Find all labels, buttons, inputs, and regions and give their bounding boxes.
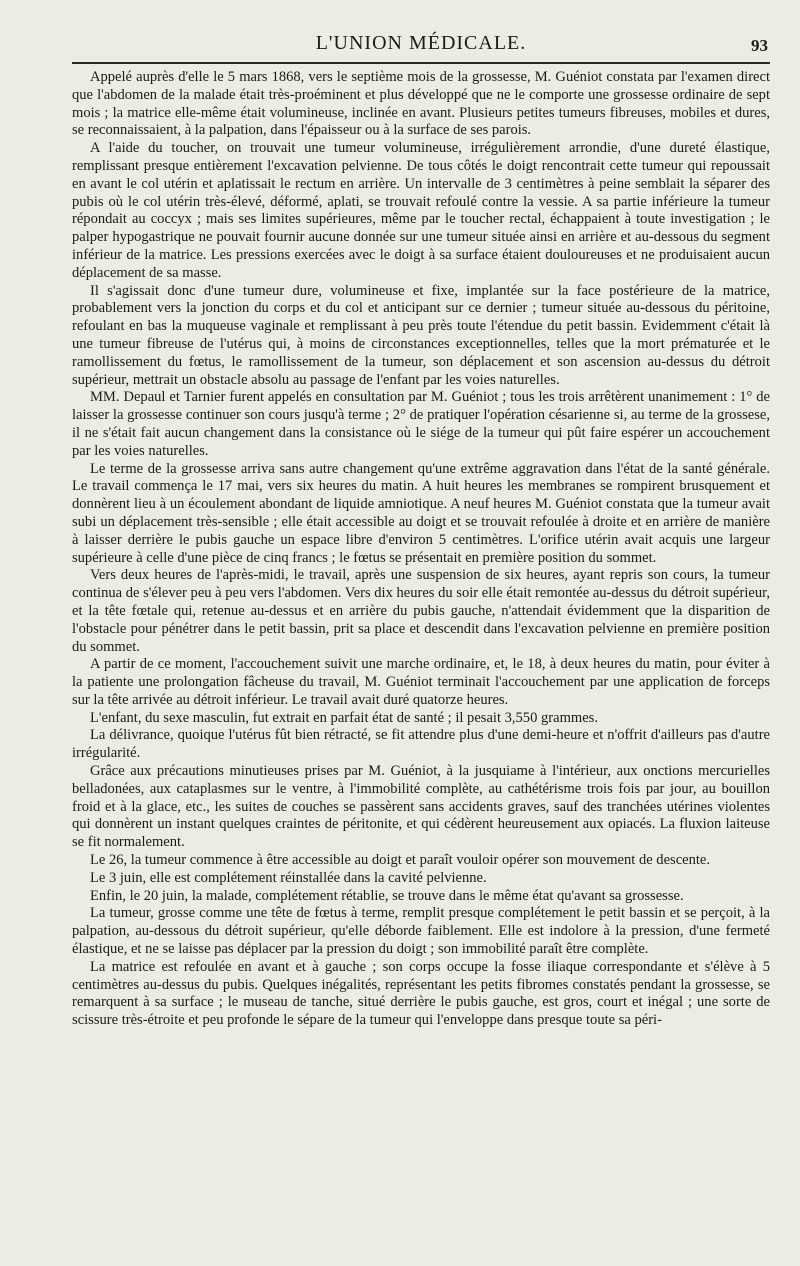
paragraph: La matrice est refoulée en avant et à gauche ; son corps occupe la fosse iliaque correspondante et s'élève à 5 centimètres au-dessus du pubis. Quelques inégalités, représentant les petits fibromes constatés pendant la grossesse, se remarquent à sa surface ; le museau de tanche, situé derrière le pubis gauche, est gros, court et inégal ; une sorte de scissure très-étroite et peu profonde le sépare de la tumeur qui l'enveloppe dans presque toute sa péri-: [72, 958, 770, 1029]
paragraph: La tumeur, grosse comme une tête de fœtus à terme, remplit presque complétement le petit bassin et se perçoit, à la palpation, au-dessous du détroit supérieur, qu'elle déborde faiblement. Elle est indolore à la pression, d'une fermeté élastique, et ne se laisse pas déplacer par la pression du doigt ; son immobilité paraît être complète.: [72, 905, 770, 958]
article-body: [72, 69, 770, 1030]
paragraph: Vers deux heures de l'après-midi, le travail, après une suspension de six heures, ayant repris son cours, la tumeur continua de s'élever peu à peu vers l'abdomen. Vers dix heures du soir elle était remontée au-dessus du détroit supérieur, et la tête fœtale qui, retenue au-dessus et en arrière du pubis gauche, n'attendait évidemment que la disparition de l'obstacle pour pénétrer dans le petit bassin, prit sa place et descendit dans l'excavation pelvienne en première position du sommet.: [72, 567, 770, 655]
paragraph: A l'aide du toucher, on trouvait une tumeur volumineuse, irrégulièrement arrondie, d'une dureté élastique, remplissant presque entièrement l'excavation pelvienne. De tous côtés le doigt rencontrait cette tumeur qui repoussait en avant le col utérin et aplatissait le rectum en arrière. Un intervalle de 3 centimètres à peine semblait la séparer des pubis où le col utérin très-élevé, déformé, aplati, se trouvait refoulé contre la vessie. A sa partie inférieure la tumeur répondait au coccyx ; mais ses limites supérieures, même par le toucher rectal, échappaient à toute investigation ; le palper hypogastrique ne pouvait fournir aucune donnée sur une tumeur située ainsi en arrière et au-dessous du segment inférieur de la matrice. Les pressions exercées avec le doigt à sa surface étaient douloureuses et ne produisaient aucun déplacement de sa masse.: [72, 140, 770, 281]
page-number: 93: [751, 36, 768, 55]
paragraph: Il s'agissait donc d'une tumeur dure, volumineuse et fixe, implantée sur la face postérieure de la matrice, probablement vers la jonction du corps et du col et anticipant sur ce dernier ; tumeur située au-dessous du péritoine, refoulant en bas la muqueuse vaginale et remplissant à peu près toute l'étendue du petit bassin. Evidemment c'était là une tumeur fibreuse de l'utérus qui, à moins de circonstances exceptionnelles, telles que la mort prématurée et le ramollissement du fœtus, le ramollissement de la tumeur, son déplacement et son ascension au-dessus du détroit supérieur, mettrait un obstacle absolu au passage de l'enfant par les voies naturelles.: [72, 282, 770, 388]
paragraph: A partir de ce moment, l'accouchement suivit une marche ordinaire, et, le 18, à deux heures du matin, pour éviter à la patiente une prolongation fâcheuse du travail, M. Guéniot terminait l'accouchement par une application de forceps sur la tête arrivée au détroit inférieur. Le travail avait duré quatorze heures.: [72, 656, 770, 708]
paragraph: L'enfant, du sexe masculin, fut extrait en parfait état de santé ; il pesait 3,550 grammes.: [90, 709, 598, 726]
paragraph: La délivrance, quoique l'utérus fût bien rétracté, se fit attendre plus d'une demi-heure et n'offrit d'ailleurs pas d'autre irrégularité.: [72, 727, 770, 762]
paragraph: Le terme de la grossesse arriva sans autre changement qu'une extrême aggravation dans l'état de la santé générale. Le travail commença le 17 mai, vers six heures du matin. A huit heures les membranes se rompirent brusquement et donnèrent lieu à un écoulement abondant de liquide amniotique. A neuf heures M. Guéniot constata que la tumeur avait subi un déplacement très-sensible ; elle était accessible au doigt et se trouvait refoulée à droite et en arrière de manière à laisser derrière le pubis gauche un espace libre d'environ 5 centimètres. L'orifice utérin avait acquis une largeur supérieure à celle d'une pièce de cinq francs ; le fœtus se présentait en première position du sommet.: [72, 460, 770, 566]
paragraph: Appelé auprès d'elle le 5 mars 1868, vers le septième mois de la grossesse, M. Guéniot constata par l'examen direct que l'abdomen de la malade était très-proéminent et plus développé que ne le comporte une grossesse ordinaire de sept mois ; la matrice elle-même était volumineuse, inclinée en avant. Plusieurs petites tumeurs fibreuses, mobiles et dures, se reconnaissaient, à la palpation, dans l'épaisseur ou à la surface de ses parois.: [72, 69, 770, 139]
paragraph: Grâce aux précautions minutieuses prises par M. Guéniot, à la jusquiame à l'intérieur, aux onctions mercurielles belladonées, aux cataplasmes sur le ventre, à l'immobilité complète, au cathétérisme trois fois par jour, au bouillon froid et à la glace, etc., les suites de couches se passèrent sans accidents graves, sauf des tranchées utérines violentes qui donnèrent un instant quelques craintes de péritonite, et qui cédèrent heureusement aux opiacés. La fluxion laiteuse se fit normalement.: [72, 763, 770, 851]
paragraph: MM. Depaul et Tarnier furent appelés en consultation par M. Guéniot ; tous les trois arrêtèrent unanimement : 1° de laisser la grossesse continuer son cours jusqu'à terme ; 2° de pratiquer l'opération césarienne si, au terme de la grossese, il ne s'était fait aucun changement dans la consistance où le siége de la tumeur qui pût faire espérer un accouchement par les voies naturelles.: [72, 389, 770, 459]
running-title: L'UNION MÉDICALE.: [315, 32, 527, 54]
paragraph: Enfin, le 20 juin, la malade, complétement rétablie, se trouve dans le même état qu'avant sa grossesse.: [90, 887, 684, 904]
paragraph: Le 3 juin, elle est complétement réinstallée dans la cavité pelvienne.: [90, 869, 487, 886]
page-header: [72, 28, 770, 64]
paragraph: Le 26, la tumeur commence à être accessible au doigt et paraît vouloir opérer son mouvement de descente.: [90, 852, 711, 869]
